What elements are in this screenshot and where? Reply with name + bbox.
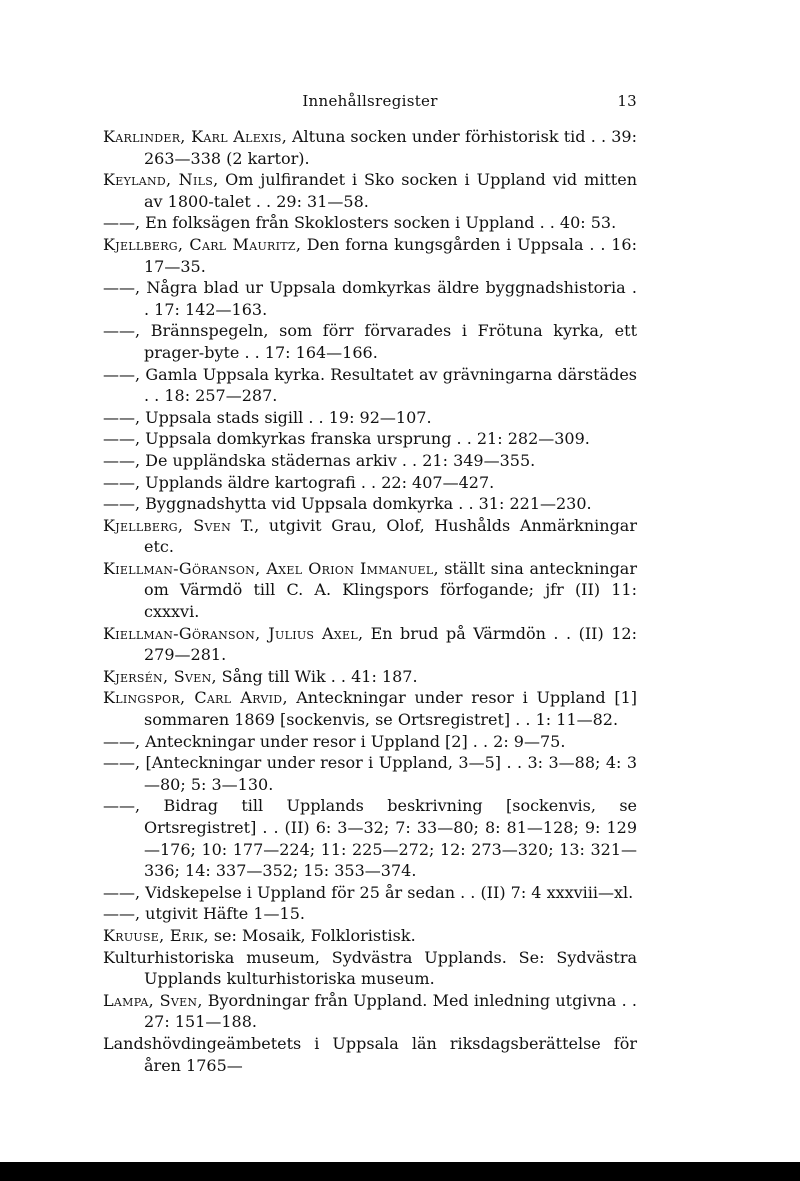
index-entry [103,1033,637,1076]
entry-author: Kiellman-Göranson, Axel Orion Immanuel [103,558,434,578]
entry-author: Kjersén, Sven [103,666,212,686]
index-entry [103,947,637,990]
entry-author: Keyland, Nils [103,170,214,190]
index-entry [103,795,637,881]
index-entry [103,558,637,623]
entry-text: Kulturhistoriska museum, Sydvästra Upplands. Se: Sydvästra Upplands kulturhistoriska museum. [103,947,637,989]
entry-text: ——, Vidskepelse i Uppland för 25 år sedan . . (II) 7: 4 xxxviii—xl. [103,882,634,902]
entry-text: ——, De uppländska städernas arkiv . . 21: 349—355. [103,450,536,470]
entry-text: , Sång till Wik . . 41: 187. [211,666,418,686]
entry-text: ——, utgivit Häfte 1—15. [103,904,305,924]
entry-text: , ställt sina anteckningar om Värmdö till C. A. Klingspors förfogande; jfr (II) 11: cxxxvi. [144,558,637,622]
entry-text: ——, En folksägen från Skoklosters socken i Uppland . . 40: 53. [103,213,617,233]
index-entry [103,428,637,450]
entry-text: , Byordningar från Uppland. Med inledning utgivna . . 27: 151—188. [144,990,637,1032]
entry-text: ——, Upplands äldre kartografi . . 22: 407—427. [103,472,495,492]
page-title: Innehållsregister [302,92,438,110]
entry-author: Lampa, Sven [103,990,198,1010]
index-entry [103,320,637,363]
index-entry [103,234,637,277]
index-entry [103,925,637,947]
page-header [103,92,637,114]
index-entry [103,623,637,666]
entry-text: ——, Uppsala stads sigill . . 19: 92—107. [103,407,432,427]
index-entry [103,407,637,429]
entry-text: ——, Bidrag till Upplands beskrivning [sockenvis, se Ortsregistret] . . (II) 6: 3—32; 7: 33—80; 8: 81—128; 9: 129—176; 10: 177—224; 11: 225—272; 12: 273—320; 13: 321—336; 14: 337—352; 15: 353—374. [103,796,637,881]
entry-author: Kruuse, Erik [103,925,204,945]
index-entry [103,515,637,558]
page-number: 13 [617,92,637,110]
index-entry [103,364,637,407]
entry-text: Landshövdingeämbetets i Uppsala län riksdagsberättelse för åren 1765— [103,1033,637,1075]
entry-text: , Altuna socken under förhistorisk tid . . 39: 263—338 (2 kartor). [144,127,638,168]
index-entry [103,731,637,753]
entry-text: ——, Gamla Uppsala kyrka. Resultatet av grävningarna därstädes . . 18: 257—287. [103,364,637,406]
entry-text: ——, Brännspegeln, som förr förvarades i Frötuna kyrka, ett prager-byte . . 17: 164—166. [103,321,637,362]
index-entry [103,472,637,494]
index-entry [103,882,637,904]
entry-author: Klingspor, Carl Arvid [103,688,283,708]
index-entry [103,752,637,795]
index-entry [103,450,637,472]
index-entry [103,493,637,515]
index-entry [103,169,637,212]
entry-text: , En brud på Värmdön . . (II) 12: 279—281. [144,623,637,665]
entry-text: , Den forna kungsgården i Uppsala . . 16: 17—35. [144,234,637,276]
entry-text: ——, Uppsala domkyrkas franska ursprung . . 21: 282—309. [103,429,590,449]
index-entries [103,126,637,1076]
entry-text: , se: Mosaik, Folkloristisk. [203,925,416,945]
index-entry [103,126,637,169]
entry-text: , Om julfirandet i Sko socken i Uppland vid mitten av 1800-talet . . 29: 31—58. [144,170,637,211]
entry-author: Kjellberg, Carl Mauritz [103,234,296,254]
entry-text: ——, Byggnadshytta vid Uppsala domkyrka . . 31: 221—230. [103,494,592,514]
index-entry [103,687,637,730]
entry-text: ——, [Anteckningar under resor i Uppland, 3—5] . . 3: 3—88; 4: 3—80; 5: 3—130. [103,753,637,794]
entry-text: , Anteckningar under resor i Uppland [1] sommaren 1869 [sockenvis, se Ortsregistret] . . 1: 11—82. [144,688,638,730]
index-entry [103,212,637,234]
entry-author: Karlinder, Karl Alexis [103,127,282,146]
entry-text: T., utgivit Grau, Olof, Hushålds Anmärkningar etc. [144,515,637,557]
index-entry [103,666,637,688]
entry-author: Kiellman-Göranson, Julius Axel [103,623,358,643]
index-entry [103,277,637,320]
scan-border-bar [0,1162,800,1181]
entry-text: ——, Anteckningar under resor i Uppland [2] . . 2: 9—75. [103,731,566,751]
entry-author: Kjellberg, Sven [103,515,232,535]
index-entry [103,990,637,1033]
index-entry [103,903,637,925]
entry-text: ——, Några blad ur Uppsala domkyrkas äldre byggnadshistoria . . 17: 142—163. [103,278,637,319]
